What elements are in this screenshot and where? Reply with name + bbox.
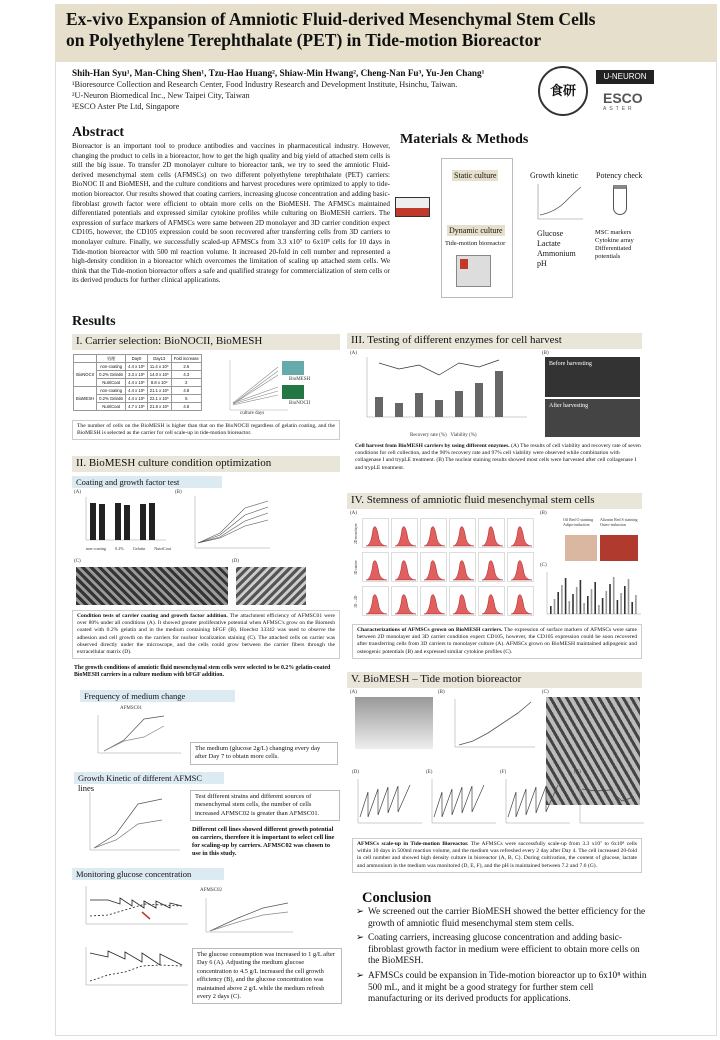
frequency-text: The medium (glucose 2g/L) changing every day after Day 7 to obtain more cells. — [190, 742, 338, 765]
caption-text: The attachment efficiency of AFMSC01 were over 80% under all conditions (A). It showed greater proliferative potential when AFMSC's grow on the Biomesh coated with 0.2% gelatin and in the medium containing bFGF (B). Hoechst 33342 was used to observe the adhesion and cell growth on the carriers for nuclear localization staining (C). The attached cells on carrier was observed directly under the microscope, and the cells could grow between the carrier fibers through the extracellular matrix (D). — [77, 613, 335, 656]
title-line: on Polyethylene Terephthalate (PET) in Tide-motion Bioreactor — [66, 30, 542, 50]
bioreactor-photo — [355, 697, 433, 749]
affiliation: ¹Bioresource Collection and Research Center, Food Industry Research and Development Institute, Hsinchu, Taiwan. — [72, 80, 458, 89]
cytokine-bar — [583, 603, 585, 614]
histogram-panel — [507, 586, 534, 616]
abstract-text: Bioreactor is an important tool to produce antibodies and vaccines in pharmaceutical industry. However, changing the product to cells in a bioreactor, how to get the high quality and big yield of attached stem cells is still the big issue. To transfer 2D monolayer culture to bioreactor tank, we try to seed the amniotic Fluid-derived mesenchymal stem cells (AFMSCs) on two different polyethylene terephthalate (PET) carriers: BioNOC II and BioMESH, and the culture conditions and harvest procedures were optimized to apply to tide-motion bioreactor. Our results showed that coating carriers, increasing glucose concentration and adding basic-fibroblast growth factor were efficient to obtain more cells on the BioMESH. The AFMSCs maintained differentiated potentials and expressed similar cytokine profiles while culturing on BioMESH carriers. The expression of surface markers of AFMSCs were same between 2D monolayer and 3D carrier condition expect CD105, however, the CD105 expression could be soon recovered after transferring cells from 3D carriers to monolayer culture. Finally, we successfully scaled-up AFMSCs from 3.3 x10⁷ to 6x10⁸ cells for 10 days in Tide-motion bioreactor with 500 ml reaction volume. It increased 20-fold in cell number and represented a high-density condition in a bioreactor which overcomes the limitation of scaling up attached stem cells. We think that the Tide-motion bioreactor offers a safe and qualified strategy for commercialization of stem cells or its derived products for further clinical applications. — [72, 142, 390, 285]
cell: 0.2% Gelatin — [97, 371, 126, 379]
cell: BioMESH — [74, 387, 97, 411]
caption-text: The expression of surface markers of AFMSCs were same between 2D monolayer and 3D carrier condition expect CD105, however, the CD105 expression could be soon recovered after transferring cells from 3D carriers to monolayer culture (A). AFMSCs grown on BioMESH maintained adipogenic and osteogenic potentials (B) and expressed similar cytokine profiles (C). — [357, 627, 637, 655]
image-label: Before harvesting — [549, 361, 592, 367]
panel-label: (A) — [74, 490, 81, 495]
cell: 4.4 x 10⁶ — [126, 387, 148, 395]
caption-title: Condition tests of carrier coating and growth factor addition. — [77, 613, 228, 619]
esco-logo: ESCO ASTER — [603, 90, 643, 112]
panel-label: (B) — [438, 690, 445, 695]
image-label: After harvesting — [549, 403, 589, 409]
bar-labels — [86, 546, 171, 551]
histogram-panel — [449, 518, 476, 548]
title-line: Ex-vivo Expansion of Amniotic Fluid-derived Mesenchymal Stem Cells — [66, 9, 596, 29]
poster-title — [66, 9, 595, 51]
cytokine-bar — [591, 589, 593, 614]
u-neuron-logo: U-NEURON — [596, 70, 654, 84]
cell: NutriCoat — [97, 403, 126, 411]
section-4-header: IV. Stemness of amniotic fluid mesenchymal stem cells — [347, 493, 642, 509]
cytokine-bar — [550, 606, 552, 614]
cytokine-bar — [624, 586, 626, 614]
cytokine-bar — [635, 595, 637, 614]
cell: 2.6 — [171, 363, 201, 371]
caption-title: AFMSCs scale-up in Tide-motion Bioreactor. — [357, 841, 469, 847]
histogram-panel — [391, 518, 418, 548]
legend-item: Recovery rate (%) — [410, 433, 447, 438]
diff-label: Oil Red O staining Adipo-induction — [563, 517, 594, 527]
attachment-bar-chart — [74, 495, 169, 545]
cell: 2 — [171, 379, 201, 387]
glucose-text: The glucose consumption was increased to 1 g/L after Day 6 (A). Adjusting the medium glucose concentration to 4.5 g/L increased the cell growth efficiency (B), and the glucose concentration was maintained above 2 g/L while the medium refresh every 2 days (C). — [192, 948, 342, 1004]
cell: 14.0 x 10⁶ — [147, 371, 171, 379]
histogram-panel — [449, 586, 476, 616]
flask-icon — [395, 197, 430, 217]
list-item: Differentiated potentials — [595, 245, 632, 260]
cytokine-bar — [609, 584, 611, 614]
metabolite-chart — [428, 777, 498, 832]
panel-label: (D) — [352, 770, 359, 775]
cytokine-bar — [557, 592, 559, 614]
cytokine-bar — [620, 593, 622, 614]
growth-kinetic-note: Different cell lines showed different growth potential on carriers, therefore it is important to select cell line for scaling-up by carriers. AFMSC02 was chosen to use in this study. — [192, 826, 335, 857]
chart-legend — [410, 433, 477, 438]
hoechst-staining-image — [76, 567, 228, 605]
cell: 4.8 — [171, 387, 201, 395]
cytokine-bar — [598, 605, 600, 614]
panel-label: (F) — [500, 770, 507, 775]
list-item: pH — [537, 259, 547, 268]
growth-kinetic-label: Growth kinetic — [530, 171, 579, 180]
row-label: 3D carrier — [354, 560, 358, 576]
enzyme-harvest-chart — [355, 355, 530, 430]
growth-kinetic-chart — [535, 182, 585, 222]
caption-text: (A) The results of cell viability and recovery rate of seven conditions for cell collection, and the 90% recovery rate and 97% cell viability were observed while combination with collagenase I and trypLE treatment. (B) The nuclear staining results showed most cells were harvested after cell collagenase I and trypLE treatment. — [355, 443, 641, 471]
table-row — [74, 363, 202, 371]
histogram-panel — [362, 518, 389, 548]
chart-title: AFMSC02 — [200, 888, 222, 893]
bioreactor-label: Tide-motion bioreactor — [445, 240, 506, 247]
section-2-header: II. BioMESH culture condition optimization — [72, 456, 340, 472]
cell — [74, 355, 97, 363]
cell: 5 — [171, 395, 201, 403]
cell: non-coating — [97, 363, 126, 371]
glucose-chart-b — [198, 896, 298, 941]
cell: Fold increase — [171, 355, 201, 363]
panel-label: (A) — [350, 351, 357, 356]
biomesh-label: BioMESH — [289, 377, 311, 382]
authors: Shih-Han Syu¹, Man-Ching Shen¹, Tzu-Hao Huang², Shiaw-Min Hwang², Cheng-Nan Fu³, Yu-Jen Chang¹ — [72, 68, 485, 78]
tube-icon — [613, 185, 627, 215]
section-2-caption — [72, 610, 340, 659]
cytokine-bar — [576, 587, 578, 614]
after-harvest-image — [545, 399, 640, 437]
cytokine-bar — [617, 600, 619, 614]
cytokine-bar — [628, 579, 630, 614]
potency-check-label: Potency check — [596, 171, 643, 180]
cell: BioNOCII — [74, 363, 97, 387]
bar-label: NutriCoat — [154, 546, 171, 551]
row-label: 2D monolayer — [354, 523, 358, 545]
methods-heading: Materials & Methods — [400, 132, 529, 147]
proliferation-chart — [180, 493, 290, 555]
conclusion-item: ➢ Coating carriers, increasing glucose concentration and adding basic-fibroblast growth factor in medium were efficient to obtain more cells on the BioMESH. — [356, 933, 648, 968]
histogram-panel — [507, 552, 534, 582]
cytokine-bar — [572, 594, 574, 614]
panel-label: (B) — [540, 511, 547, 516]
section-2-conclusion: The growth conditions of amniotic fluid mesenchymal stem cells were selected to be 0.2% gelatin-coated BioMESH carriers in a culture medium with bFGF addition. — [74, 665, 331, 679]
cytokine-bar — [561, 585, 563, 614]
cell: non-coating — [97, 387, 126, 395]
panel-label: (E) — [426, 770, 433, 775]
chart-title: AFMSC01 — [120, 706, 142, 711]
panel-label: (B) — [542, 351, 549, 356]
histogram-panel — [420, 586, 447, 616]
cell: 21.6 x 10⁶ — [147, 403, 171, 411]
histogram-panel — [449, 552, 476, 582]
list-item: Ammonium — [537, 249, 576, 258]
list-item: Glucose — [537, 229, 564, 238]
cell: 3.3 x 10⁶ — [126, 371, 148, 379]
section-3-caption — [355, 443, 643, 472]
row-label: 3D→2D — [354, 595, 358, 609]
dynamic-culture-label: Dynamic culture — [449, 226, 503, 235]
frequency-chart — [86, 713, 186, 763]
caption-title: Cell harvest from BioMESH carriers by using different enzymes. — [355, 443, 510, 449]
panel-label: (C) — [540, 563, 547, 568]
cell: 処理 — [97, 355, 126, 363]
histogram-panel — [362, 586, 389, 616]
static-culture-label: Static culture — [454, 171, 497, 180]
conclusion-item: ➢ AFMSCs could be expansion in Tide-motion bioreactor up to 6x10⁸ within 500 mL, and it might be a good strategy for further stem cell manufacturing or its derived products for applications. — [356, 971, 648, 1006]
cell: 4.4 x 10⁶ — [126, 379, 148, 387]
panel-label: (A) — [350, 690, 357, 695]
cell: 4.6 — [171, 403, 201, 411]
panel-label: (G) — [574, 770, 581, 775]
firdi-seal-logo: 食研 — [538, 66, 588, 116]
cell: Day0 — [126, 355, 148, 363]
caption-title: Characterizations of AFMSCs grown on BioMESH carriers. — [357, 627, 503, 633]
section-5-header: V. BioMESH – Tide motion bioreactor — [347, 672, 642, 688]
adipo-staining-image — [565, 535, 597, 561]
cell: 8.8 x 10⁶ — [147, 379, 171, 387]
growth-kinetic-subheader: Growth Kinetic of different AFMSC lines — [74, 772, 224, 784]
bioreactor-icon — [456, 255, 491, 287]
table-header-row — [74, 355, 202, 363]
panel-label: (B) — [175, 490, 182, 495]
cytokine-bar — [587, 596, 589, 614]
section-1-caption: The number of cells on the BioMESH is higher than that on the BioNOCII regardless of gelatin coating, and the BioMESH is selected as the carrier for cell scale-up in tide-motion bioreactor. — [72, 420, 340, 440]
cell: Day13 — [147, 355, 171, 363]
legend-item: Viability (%) — [450, 433, 477, 438]
bar-label: non-coating — [86, 546, 107, 551]
histogram-panel — [478, 552, 505, 582]
panel-label: (D) — [232, 559, 239, 564]
cell: 22.1 x 10⁶ — [147, 395, 171, 403]
conclusion-heading: Conclusion — [362, 890, 432, 906]
conclusion-item: ➢ We screened out the carrier BioMESH showed the better efficiency for the growth of amniotic fluid mesenchymal stem stem cells. — [356, 907, 648, 930]
histogram-panel — [420, 518, 447, 548]
cell: 4.4 x 10⁶ — [126, 363, 148, 371]
scale-up-chart — [443, 697, 538, 757]
results-heading: Results — [72, 314, 116, 329]
panel-label: (C) — [542, 690, 549, 695]
histogram-panel — [507, 518, 534, 548]
cell: 4.3 — [171, 371, 201, 379]
abstract-heading: Abstract — [72, 125, 125, 140]
histogram-panel — [420, 552, 447, 582]
histogram-panel — [362, 552, 389, 582]
carrier-growth-chart — [218, 355, 340, 417]
cytokine-bar — [613, 577, 615, 614]
cell: 11.4 x 10⁶ — [147, 363, 171, 371]
panel-label: (C) — [74, 559, 81, 564]
list-item: MSC markers — [595, 229, 632, 236]
before-harvest-image — [545, 357, 640, 397]
cell: 4.4 x 10⁶ — [126, 395, 148, 403]
histogram-panel — [478, 518, 505, 548]
growth-kinetic-text: Test different strains and different sources of mesenchymal stem cells, the number of cells increased AFMSC02 is greater than AFMSC01. — [190, 790, 340, 821]
cytokine-bar — [569, 601, 571, 614]
affiliation: ²U-Neuron Biomedical Inc., New Taipei City, Taiwan — [72, 91, 250, 100]
cell: 0.2% Gelatin — [97, 395, 126, 403]
cytokine-bar — [554, 599, 556, 614]
x-axis-label: culture days — [240, 411, 265, 416]
microscope-image — [236, 567, 306, 605]
section-3-header: III. Testing of different enzymes for cell harvest — [347, 333, 642, 349]
table-row — [74, 387, 202, 395]
metabolite-chart — [576, 777, 646, 832]
bar-label: 0.2% Gelatin — [115, 546, 146, 551]
affiliation: ³ESCO Aster Pte Ltd, Singapore — [72, 102, 180, 111]
cell: 4.7 x 10⁶ — [126, 403, 148, 411]
monitor-list — [537, 229, 576, 269]
cytokine-bar — [580, 580, 582, 614]
section-1-header: I. Carrier selection: BioNOCII, BioMESH — [72, 334, 340, 350]
histogram-panel — [391, 586, 418, 616]
carrier-table — [73, 354, 202, 411]
cytokine-bar — [594, 582, 596, 614]
diff-label: Alizarin Red S staining Osteo-induction — [600, 517, 638, 527]
cytokine-bar — [631, 602, 633, 614]
bionocii-label: BioNOCII — [289, 401, 311, 406]
cytokine-bar — [606, 591, 608, 614]
osteo-staining-image — [600, 535, 638, 561]
cell: 21.1 x 10⁶ — [147, 387, 171, 395]
caption-text: The AFMSCs were successfully scale-up from 3.3 x10⁷ to 6x10⁸ cells within 10 days in 500ml reaction volume, and the medium was refreshed every 2 day after Day 4. The cell increased 20-fold in cell number and showed high density culture in bioreactor (A, B, C). During cultivation, the content of glucose, lactate and ammonium in the medium was monitored (D, E, F), and the pH is maintained between 7.2 and 7.6 (G). — [357, 841, 637, 869]
glucose-chart-c — [80, 945, 190, 995]
cytokine-bar — [565, 578, 567, 614]
metabolite-chart — [354, 777, 424, 832]
conclusion-list — [356, 907, 648, 1009]
potency-list — [595, 229, 655, 261]
coating-subheader: Coating and growth factor test — [72, 476, 222, 488]
histogram-panel — [391, 552, 418, 582]
section-5-caption — [352, 838, 642, 873]
cytokine-bar — [602, 598, 604, 614]
histogram-panel — [478, 586, 505, 616]
cell: NutriCoat — [97, 379, 126, 387]
section-4-caption — [352, 624, 642, 659]
glucose-chart-a — [80, 884, 190, 934]
metabolite-chart — [502, 777, 572, 832]
list-item: Lactate — [537, 239, 561, 248]
frequency-subheader: Frequency of medium change — [80, 690, 235, 702]
glucose-subheader: Monitoring glucose concentration — [72, 868, 224, 880]
panel-label: (A) — [350, 511, 357, 516]
list-item: Cytokine array — [595, 237, 634, 244]
cytokine-bar-chart — [545, 570, 643, 620]
growth-kinetic-lines-chart — [80, 790, 185, 860]
